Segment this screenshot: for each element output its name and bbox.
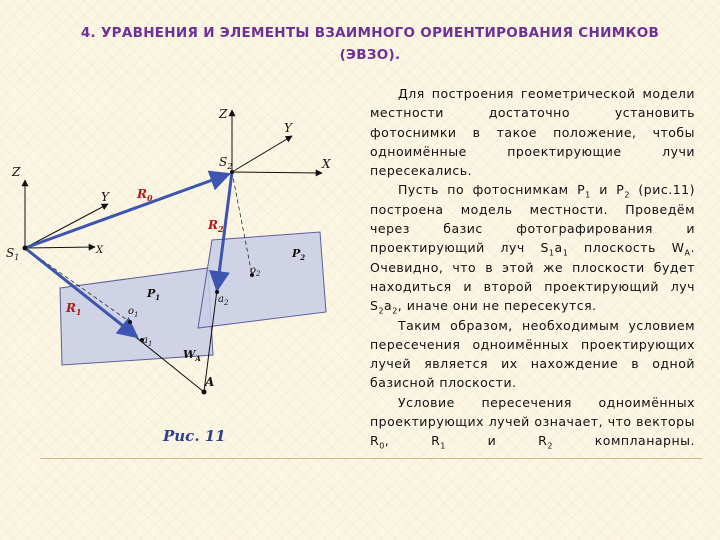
paragraph-1: Для построения геометрической модели местности достаточно установить фотоснимки в такое положение, чтобы одноимённые проектирующие лучи пересекались. xyxy=(370,86,695,179)
label-r0: $R_0$ xyxy=(137,187,153,203)
paragraph-4: Условие пересечения одноимённых проектирующих лучей означает, что векторы $R_0$, $R_1$ и $R_2$ компланарны. xyxy=(370,394,695,451)
paragraph-3: Таким образом, необходимым условием пересечения одноимённых проектирующих лучей является их нахождение в одной базисной плоскости. xyxy=(370,317,695,391)
point-s1 xyxy=(23,246,28,251)
label-y-left: Y xyxy=(101,190,109,204)
y-axis-left xyxy=(25,204,108,248)
label-p2: $P_2$ xyxy=(292,247,306,262)
vector-r0 xyxy=(25,174,229,248)
label-r2: $R_2$ xyxy=(208,218,224,234)
label-o2: $o_2$ xyxy=(250,265,261,278)
x-axis-right xyxy=(232,172,322,173)
label-s1: $S_1$ xyxy=(6,246,20,262)
label-x-right: X xyxy=(322,157,331,171)
label-a2: $a_2$ xyxy=(218,294,229,307)
y-axis-right xyxy=(232,136,292,172)
title-line-1: 4. УРАВНЕНИЯ И ЭЛЕМЕНТЫ ВЗАИМНОГО ОРИЕНТИРОВАНИЯ СНИМКОВ xyxy=(80,25,660,41)
label-z-left: Z xyxy=(12,165,21,179)
point-o1 xyxy=(128,320,132,324)
label-a1: $a_1$ xyxy=(142,335,153,348)
body-text xyxy=(370,84,695,451)
figure-caption: Рис. 11 xyxy=(163,427,226,445)
label-z-right: Z xyxy=(219,107,228,121)
label-r1: $R_1$ xyxy=(66,301,82,317)
x-axis-left xyxy=(25,247,95,248)
title-line-2: (ЭВЗО). xyxy=(339,47,401,63)
label-a: A xyxy=(205,375,215,389)
label-s2: $S_2$ xyxy=(219,155,233,171)
bottom-divider xyxy=(40,458,702,459)
label-x-left: X xyxy=(96,245,104,256)
label-wa: $W_A$ xyxy=(183,348,201,363)
point-a xyxy=(202,390,207,395)
label-y-right: Y xyxy=(284,121,292,135)
paragraph-2: Пусть по фотоснимкам $Р_1$ и $Р_2$ (рис.11) построена модель местности. Проведём через базис фотографирования и проектирующий луч $S_1a_1$ плоскость $W_A$. Очевидно, что в этой же плоскости будет находиться и второй проектирующий луч $S_2a_2$, иначе они не пересекутся. xyxy=(370,182,695,316)
label-o1: $o_1$ xyxy=(128,306,139,319)
label-p1: $P_1$ xyxy=(147,287,161,302)
